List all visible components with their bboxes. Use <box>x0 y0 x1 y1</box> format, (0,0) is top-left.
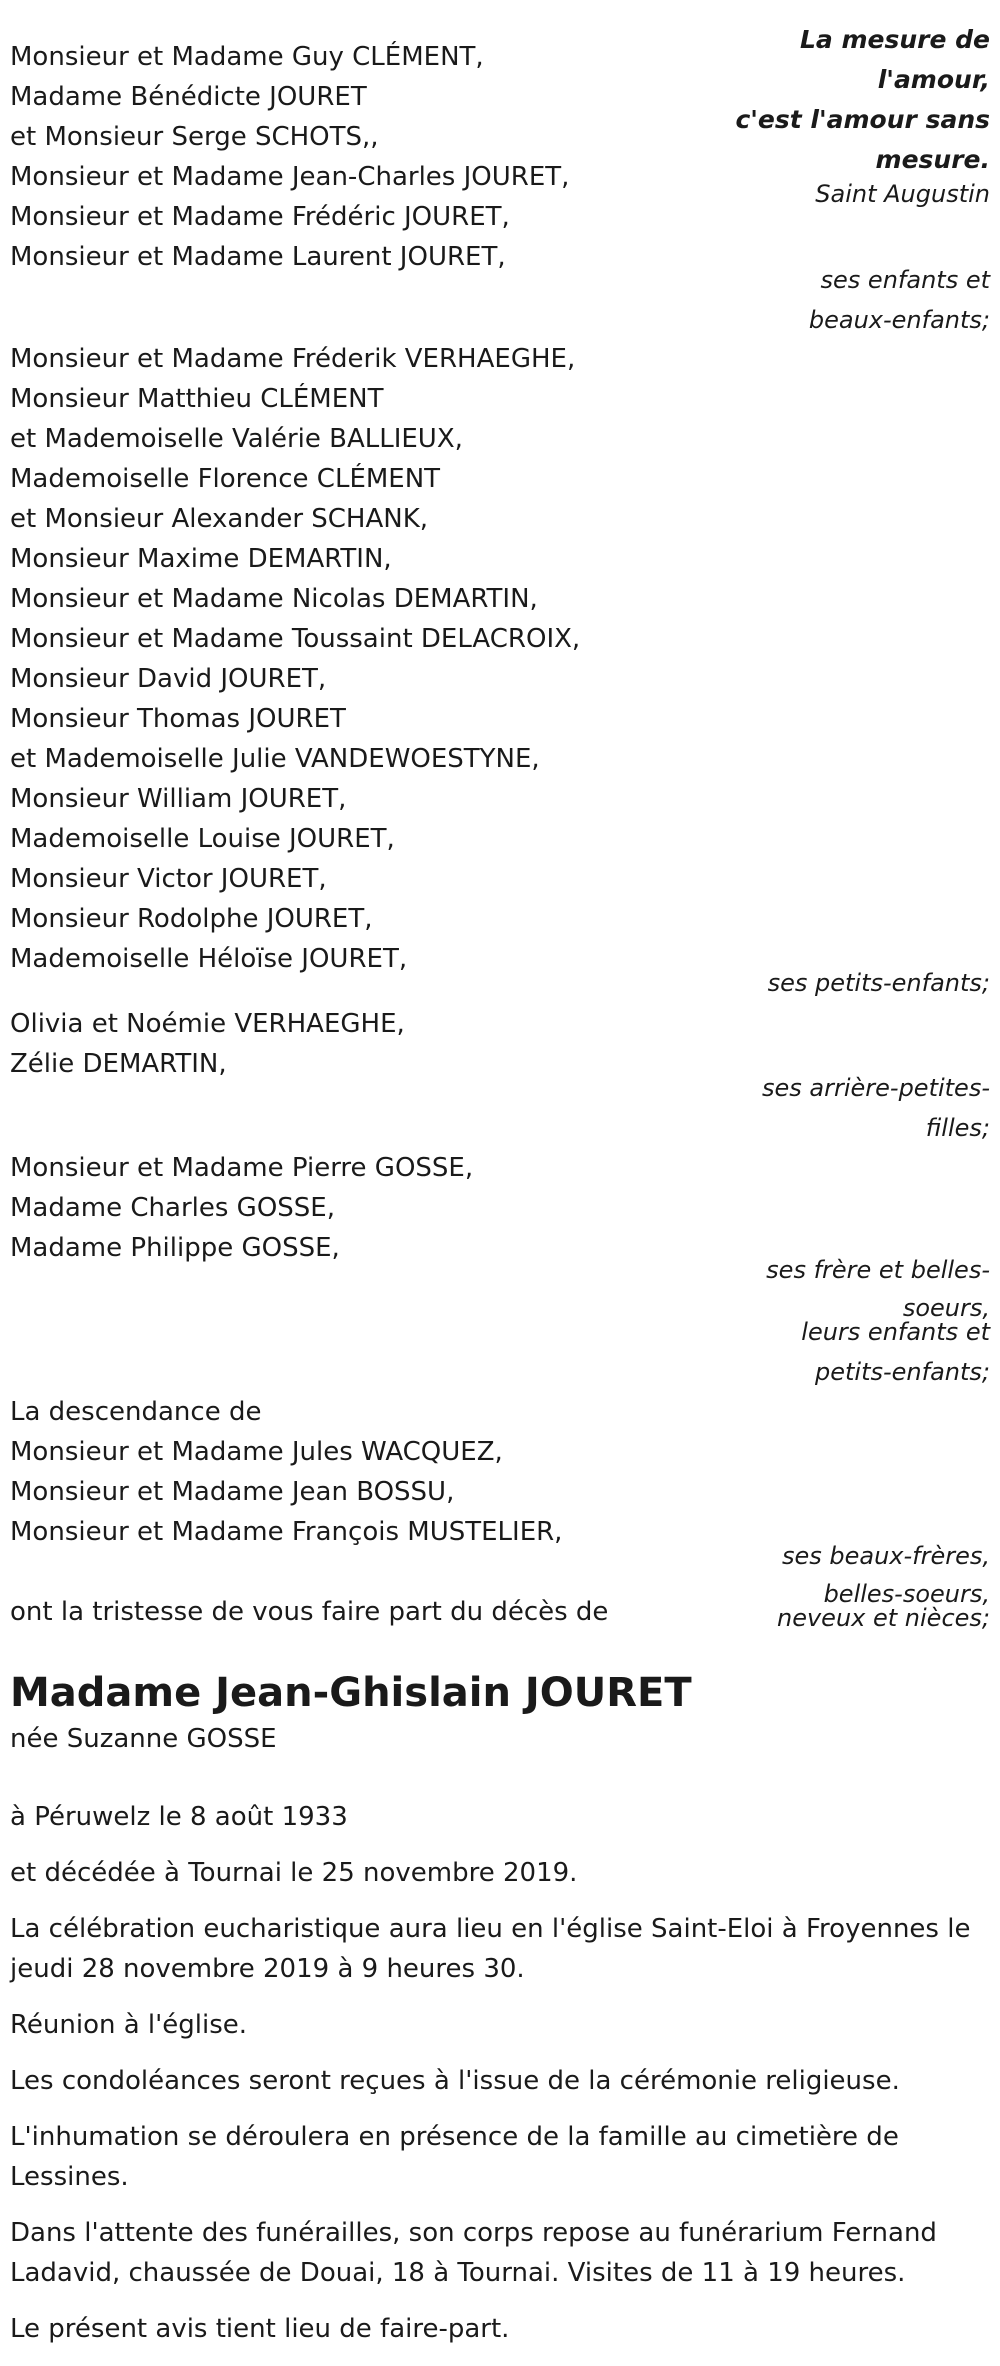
family-member: Monsieur Matthieu CLÉMENT <box>10 384 384 414</box>
quote-line: mesure. <box>875 145 990 174</box>
family-member: et Monsieur Alexander SCHANK, <box>10 504 429 534</box>
family-member: Olivia et Noémie VERHAEGHE, <box>10 1009 405 1039</box>
family-member: Monsieur et Madame François MUSTELIER, <box>10 1517 563 1547</box>
family-member: Monsieur David JOURET, <box>10 664 327 694</box>
relation-label: leurs enfants et <box>801 1318 990 1346</box>
relation-label: soeurs, <box>902 1294 990 1322</box>
family-member: Zélie DEMARTIN, <box>10 1049 227 1079</box>
family-member: Mademoiselle Louise JOURET, <box>10 824 395 854</box>
family-member: Madame Charles GOSSE, <box>10 1193 335 1223</box>
quote-line: La mesure de <box>799 25 990 54</box>
family-member: Monsieur Thomas JOURET <box>10 704 346 734</box>
deceased-name: Madame Jean-Ghislain JOURET <box>10 1670 692 1716</box>
family-member: et Mademoiselle Julie VANDEWOESTYNE, <box>10 744 540 774</box>
family-member: Monsieur et Madame Fréderik VERHAEGHE, <box>10 344 576 374</box>
family-member: Monsieur et Madame Jules WACQUEZ, <box>10 1437 503 1467</box>
family-member: Monsieur et Madame Pierre GOSSE, <box>10 1153 474 1183</box>
death-info: et décédée à Tournai le 25 novembre 2019. <box>10 1858 578 1888</box>
relation-label: ses enfants et <box>820 266 990 294</box>
birth-info: à Péruwelz le 8 août 1933 <box>10 1802 348 1832</box>
relation-label: neveux et nièces; <box>777 1604 990 1632</box>
family-member: et Mademoiselle Valérie BALLIEUX, <box>10 424 463 454</box>
family-member: Monsieur et Madame Laurent JOURET, <box>10 242 506 272</box>
family-member: Mademoiselle Héloïse JOURET, <box>10 944 408 974</box>
burial-info: L'inhumation se déroulera en présence de la famille au cimetière de Lessines. <box>10 2122 899 2192</box>
family-member: Monsieur William JOURET, <box>10 784 347 814</box>
family-member: La descendance de <box>10 1397 262 1427</box>
family-member: Monsieur Victor JOURET, <box>10 864 327 894</box>
family-member: Monsieur et Madame Nicolas DEMARTIN, <box>10 584 538 614</box>
family-member: Madame Philippe GOSSE, <box>10 1233 340 1263</box>
quote-line: l'amour, <box>877 65 990 94</box>
family-member: Mademoiselle Florence CLÉMENT <box>10 464 441 494</box>
quote-line: c'est l'amour sans <box>735 105 990 134</box>
relation-label: filles; <box>925 1114 990 1142</box>
family-member: Monsieur et Madame Jean-Charles JOURET, <box>10 162 570 192</box>
notice-info: Le présent avis tient lieu de faire-part. <box>10 2314 510 2344</box>
family-member: Monsieur et Madame Frédéric JOURET, <box>10 202 510 232</box>
family-member: Monsieur et Madame Guy CLÉMENT, <box>10 42 484 72</box>
relation-label: ses petits-enfants; <box>767 969 990 997</box>
relation-label: ses frère et belles- <box>766 1256 990 1284</box>
family-member: Monsieur et Madame Toussaint DELACROIX, <box>10 624 581 654</box>
ceremony-info: La célébration eucharistique aura lieu en l'église Saint-Eloi à Froyennes le jeudi 28 novembre 2019 à 9 heures 30. <box>10 1914 971 1984</box>
deceased-birth-name: née Suzanne GOSSE <box>10 1724 277 1754</box>
relation-label: ses arrière-petites- <box>762 1074 990 1102</box>
relation-label: ses beaux-frères, <box>781 1542 990 1570</box>
funeral-home-info: Dans l'attente des funérailles, son corps repose au funérarium Fernand Ladavid, chaussée de Douai, 18 à Tournai. Visites de 11 à 19 heures. <box>10 2218 937 2288</box>
family-member: et Monsieur Serge SCHOTS,, <box>10 122 379 152</box>
relation-label: beaux-enfants; <box>808 306 990 334</box>
family-member: Monsieur Rodolphe JOURET, <box>10 904 373 934</box>
relation-label: petits-enfants; <box>815 1358 990 1386</box>
family-member: Monsieur et Madame Jean BOSSU, <box>10 1477 455 1507</box>
condolences-info: Les condoléances seront reçues à l'issue de la cérémonie religieuse. <box>10 2066 900 2096</box>
family-member: Madame Bénédicte JOURET <box>10 82 367 112</box>
relation-label: belles-soeurs, <box>823 1580 990 1608</box>
meeting-info: Réunion à l'église. <box>10 2010 248 2040</box>
quote-author: Saint Augustin <box>815 180 990 208</box>
family-member: Monsieur Maxime DEMARTIN, <box>10 544 392 574</box>
announcement-text: ont la tristesse de vous faire part du décès de <box>10 1597 609 1627</box>
